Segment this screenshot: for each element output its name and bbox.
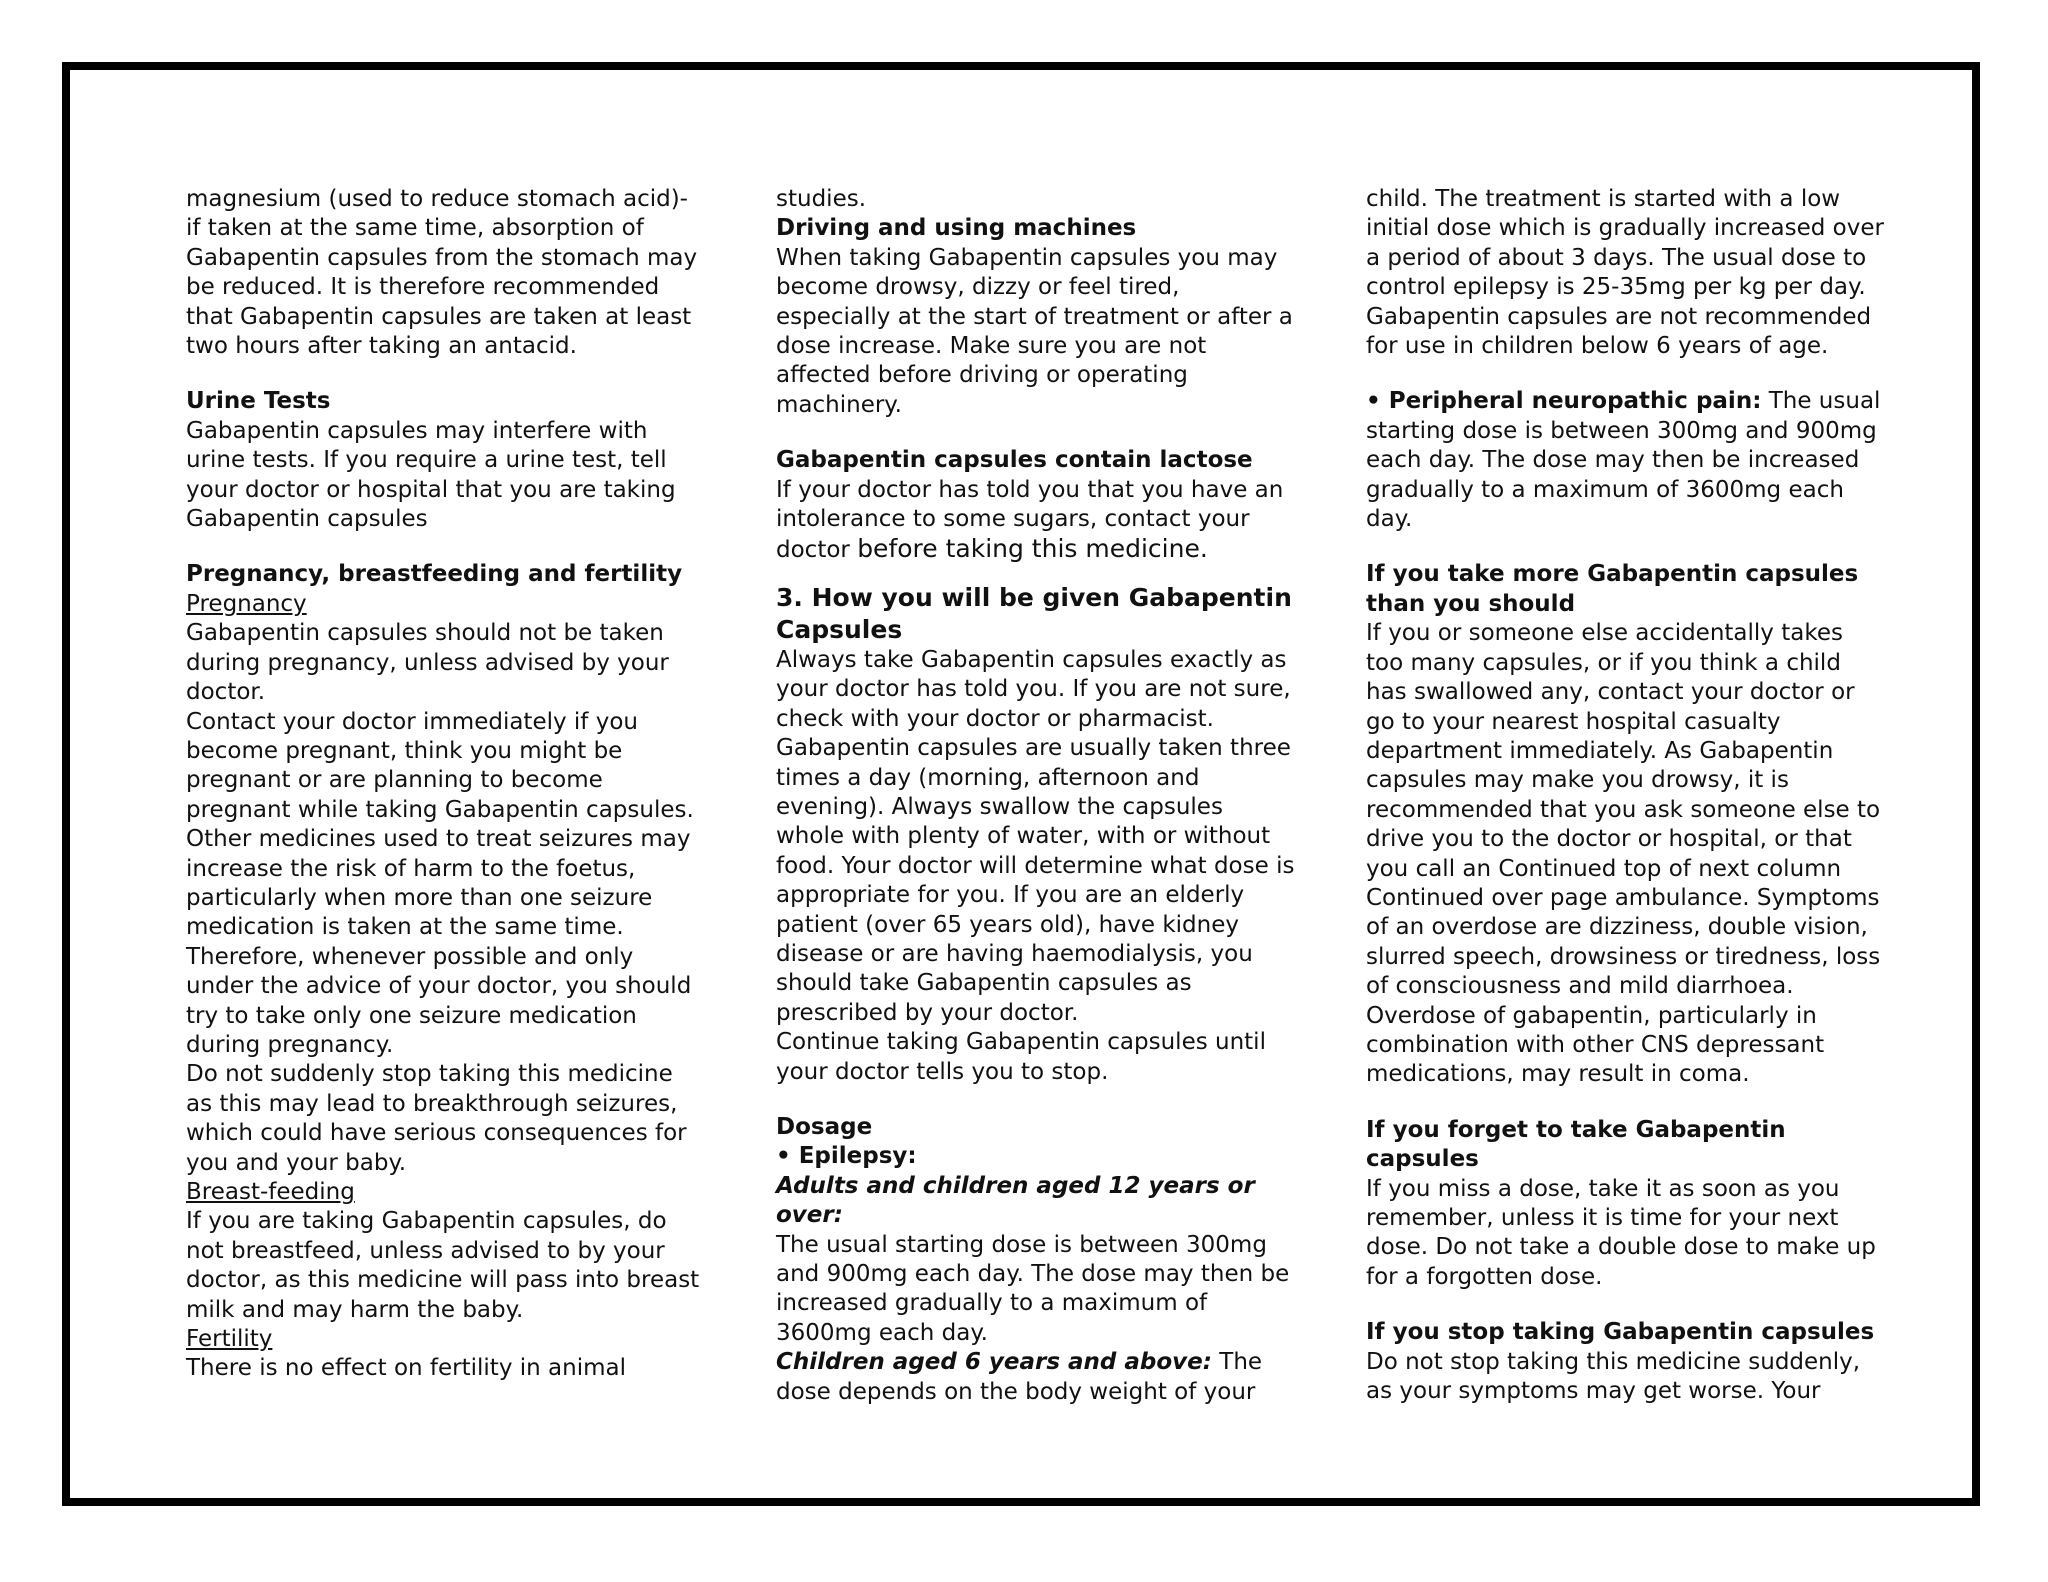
overdose-text-1: If you or someone else accidentally takes too many capsules, or if you think a child has swallowed any, contact your doctor or go to your nearest hospital casualty department immediately. As Gabapentin capsules may make you drowsy, it is recommended that you ask someone else to drive you to the doctor or hospital, or that you call an Continued top of next column Continued over page ambulance. Symptoms of an overdose are dizziness, double vision, slurred speech, drowsiness or tiredness, loss of consciousness and mild diarrhoea. (1366, 620, 1881, 1000)
fertility-subheading: Fertility (186, 1326, 273, 1353)
pregnancy-text-2: Contact your doctor immediately if you become pregnant, think you might be pregnant or are planning to become pregnant while taking Gabapentin capsules. Other medicines used to treat seizures may increase the risk of harm to the foetus, particularly when more than one seizure medication is taken at the same time. Therefore, whenever possible and only under the advice of your doctor, you should try to take only one seizure medication during pregnancy. (186, 708, 694, 1058)
neuropathic-text: The usual starting dose is between 300mg and 900mg each day. The dose may then be increased gradually to a maximum of 3600mg each day. (1366, 388, 1881, 533)
dosage-heading: Dosage (776, 1113, 873, 1140)
section-3-heading: 3. How you will be given Gabapentin Capsules (776, 582, 1292, 644)
pregnancy-heading: Pregnancy, breastfeeding and fertility (186, 561, 683, 588)
adults-heading: Adults and children aged 12 years or over: (776, 1172, 1255, 1229)
fertility-text: There is no effect on fertility in animal (186, 1355, 626, 1382)
neuropathic-heading: • Peripheral neuropathic pain: (1366, 388, 1762, 415)
child-dose-text: child. The treatment is started with a low initial dose which is gradually increased over a period of about 3 days. The usual dose to control epilepsy is 25-35mg per kg per day. Gabapentin capsules are not recommended for use in children below 6 years of age. (1366, 186, 1884, 360)
section-3-text-1: Always take Gabapentin capsules exactly as your doctor has told you. If you are not sure, check with your doctor or pharmacist. Gabapentin capsules are usually taken three times a day (morning, afternoon and evening). Always swallow the capsules whole with plenty of water, with or without food. Your doctor will determine what dose is appropriate for you. If you are an elderly patient (over 65 years old), have kidney disease or are having haemodialysis, you should take Gabapentin capsules as prescribed by your doctor. (776, 646, 1295, 1026)
section-3-text-2: Continue taking Gabapentin capsules until your doctor tells you to stop. (776, 1029, 1266, 1085)
pregnancy-subheading: Pregnancy (186, 590, 307, 617)
children-text: The dose depends on the body weight of your (776, 1349, 1263, 1405)
epilepsy-bullet: • Epilepsy: (776, 1143, 917, 1170)
breastfeeding-subheading: Breast-feeding (186, 1179, 355, 1205)
stop-text: Do not stop taking this medicine suddenly, as your symptoms may get worse. Your (1366, 1348, 1861, 1405)
stop-heading: If you stop taking Gabapentin capsules (1366, 1319, 1875, 1346)
breastfeeding-text: If you are taking Gabapentin capsules, do not breastfeed, unless advised to by your doctor, as this medicine will pass into breast milk and may harm the baby. (186, 1208, 700, 1323)
pregnancy-text-3: Do not suddenly stop taking this medicine as this may lead to breakthrough seizures, which could have serious consequences for you and your baby. (186, 1061, 687, 1176)
children-heading: Children aged 6 years and above: (776, 1349, 1212, 1376)
driving-text: When taking Gabapentin capsules you may become drowsy, dizzy or feel tired, especially at the start of treatment or after a dose increase. Make sure you are not affected before driving or operating machinery. (776, 244, 1293, 418)
urine-tests-heading: Urine Tests (186, 388, 331, 415)
lactose-heading: Gabapentin capsules contain lactose (776, 447, 1253, 474)
adults-text: The usual starting dose is between 300mg and 900mg each day. The dose may then be increased gradually to a maximum of 3600mg each day. (776, 1231, 1290, 1346)
driving-heading: Driving and using machines (776, 215, 1137, 242)
column-3 (1366, 185, 1886, 1406)
forget-text: If you miss a dose, take it as soon as you remember, unless it is time for your next dose. Do not take a double dose to make up for a forgotten dose. (1366, 1175, 1876, 1290)
neuropathic-paragraph (1366, 387, 1886, 534)
lactose-text-a: If your doctor has told you that you have an intolerance to some sugars, contact your doctor (776, 476, 1284, 564)
forget-heading: If you forget to take Gabapentin capsules (1366, 1116, 1786, 1173)
lactose-text-b: before taking this medicine. (857, 534, 1208, 564)
column-2 (776, 185, 1296, 1407)
column-1 (186, 185, 706, 1384)
studies-text: studies. (776, 186, 867, 212)
urine-tests-text: Gabapentin capsules may interfere with urine tests. If you require a urine test, tell your doctor or hospital that you are taking Gabapentin capsules (186, 417, 676, 533)
overdose-heading: If you take more Gabapentin capsules than you should (1366, 561, 1859, 617)
antacid-paragraph: magnesium (used to reduce stomach acid)- if taken at the same time, absorption of Gabapentin capsules from the stomach may be reduced. It is therefore recommended that Gabapentin capsules are taken at least two hours after taking an antacid. (186, 186, 698, 360)
lactose-text (776, 476, 1296, 566)
children-paragraph (776, 1348, 1296, 1407)
pregnancy-text-1: Gabapentin capsules should not be taken during pregnancy, unless advised by your doctor. (186, 620, 669, 706)
overdose-text-2: Overdose of gabapentin, particularly in combination with other CNS depressant medications, may result in coma. (1366, 1002, 1825, 1088)
